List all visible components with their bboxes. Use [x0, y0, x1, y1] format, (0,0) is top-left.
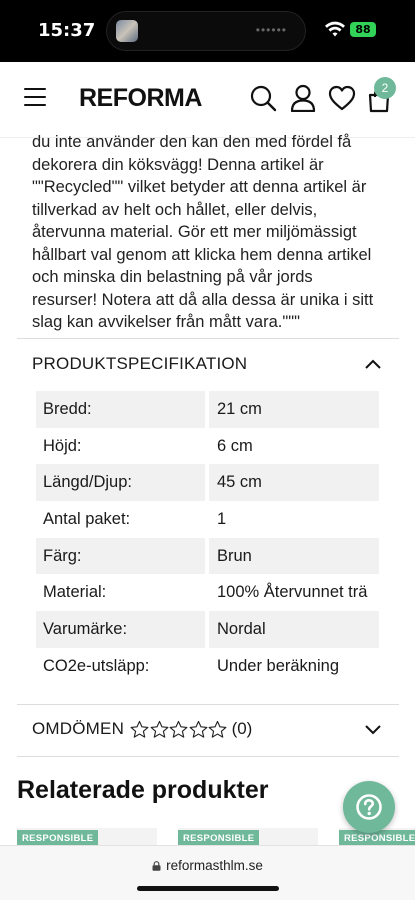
cart-count-badge: 2 — [374, 77, 396, 99]
description-line: resurser! Notera att då alla dessa är unika i sitt — [32, 290, 374, 309]
site-logo[interactable]: REFORMA — [79, 84, 202, 112]
chevron-up-icon — [364, 356, 382, 372]
status-bar — [0, 0, 415, 62]
product-spec-table — [36, 391, 379, 685]
spec-row — [36, 648, 379, 685]
waveform-icon: •••••• — [255, 23, 287, 37]
star-empty-icon — [130, 720, 149, 739]
reviews-title: OMDÖMEN — [32, 719, 125, 738]
divider — [17, 756, 399, 757]
question-mark-icon — [355, 793, 383, 821]
spec-row — [36, 538, 379, 575]
search-icon[interactable] — [249, 84, 277, 112]
responsible-tag: RESPONSIBLE — [339, 830, 415, 847]
hamburger-menu-icon[interactable] — [24, 88, 46, 106]
description-line: tillverkad av helt och hållet, eller delvis, — [32, 200, 318, 219]
description-line: ""Recycled"" vilket betyder att denna artikel är — [32, 178, 367, 196]
spec-row — [36, 428, 379, 465]
spec-value: 6 cm — [217, 436, 253, 455]
spec-value: Under beräkning — [217, 656, 339, 675]
spec-value: 1 — [217, 509, 227, 528]
battery-indicator: 88 — [350, 22, 376, 37]
description-line: och minska din belastning på vår jords — [32, 268, 313, 286]
spec-row — [36, 391, 379, 428]
star-empty-icon — [150, 720, 169, 739]
spec-value: Brun — [209, 538, 379, 575]
product-description — [32, 131, 382, 334]
description-line: hållbart val genom att klicka hem denna artikel — [32, 245, 372, 264]
spec-row — [36, 574, 379, 611]
related-products-heading: Relaterade produkter — [17, 776, 269, 804]
spec-row — [36, 501, 379, 538]
site-header — [0, 62, 415, 138]
spec-label: Material: — [43, 583, 107, 602]
browser-address-bar[interactable] — [0, 845, 415, 900]
dynamic-island — [106, 11, 306, 51]
chevron-down-icon — [364, 722, 382, 738]
spec-label: Längd/Djup: — [36, 464, 205, 501]
star-empty-icon — [169, 720, 188, 739]
url-text: reformasthlm.se — [166, 858, 263, 873]
spec-value: 45 cm — [209, 464, 379, 501]
description-line: återvunna material. Gör ett mer miljömässigt — [32, 223, 357, 241]
wifi-icon — [324, 20, 346, 38]
spec-value: 100% Återvunnet trä — [217, 583, 368, 602]
spec-label: Färg: — [36, 538, 205, 575]
responsible-tag: RESPONSIBLE — [17, 830, 98, 847]
spec-value: 21 cm — [209, 391, 379, 428]
spec-label: CO2e-utsläpp: — [43, 656, 150, 675]
description-line: dekorera din köksvägg! Denna artikel är — [32, 155, 324, 174]
divider — [17, 704, 399, 705]
reviews-accordion-toggle[interactable] — [32, 714, 382, 744]
spec-label: Bredd: — [36, 391, 205, 428]
url-display[interactable] — [0, 858, 415, 873]
home-indicator[interactable] — [137, 886, 279, 891]
spec-label: Varumärke: — [36, 611, 205, 648]
star-empty-icon — [208, 720, 227, 739]
help-chat-button[interactable] — [343, 781, 395, 833]
media-thumbnail — [116, 20, 138, 42]
wishlist-heart-icon[interactable] — [328, 84, 356, 112]
lock-icon — [152, 861, 161, 871]
spec-label: Antal paket: — [43, 509, 131, 528]
spec-row — [36, 464, 379, 501]
spec-row — [36, 611, 379, 648]
product-spec-title: PRODUKTSPECIFIKATION — [32, 354, 248, 373]
description-line: du inte använder den kan den med fördel få — [32, 133, 352, 151]
review-count: (0) — [231, 719, 253, 738]
description-line: slag kan avvikelser från mått vara.""" — [32, 313, 300, 331]
clock: 15:37 — [38, 20, 96, 41]
divider — [17, 338, 399, 339]
product-spec-accordion-toggle[interactable] — [32, 349, 382, 379]
spec-value: Nordal — [209, 611, 379, 648]
responsible-tag: RESPONSIBLE — [178, 830, 259, 847]
rating-stars — [130, 720, 228, 739]
account-icon[interactable] — [289, 84, 317, 112]
star-empty-icon — [189, 720, 208, 739]
spec-label: Höjd: — [43, 436, 82, 455]
